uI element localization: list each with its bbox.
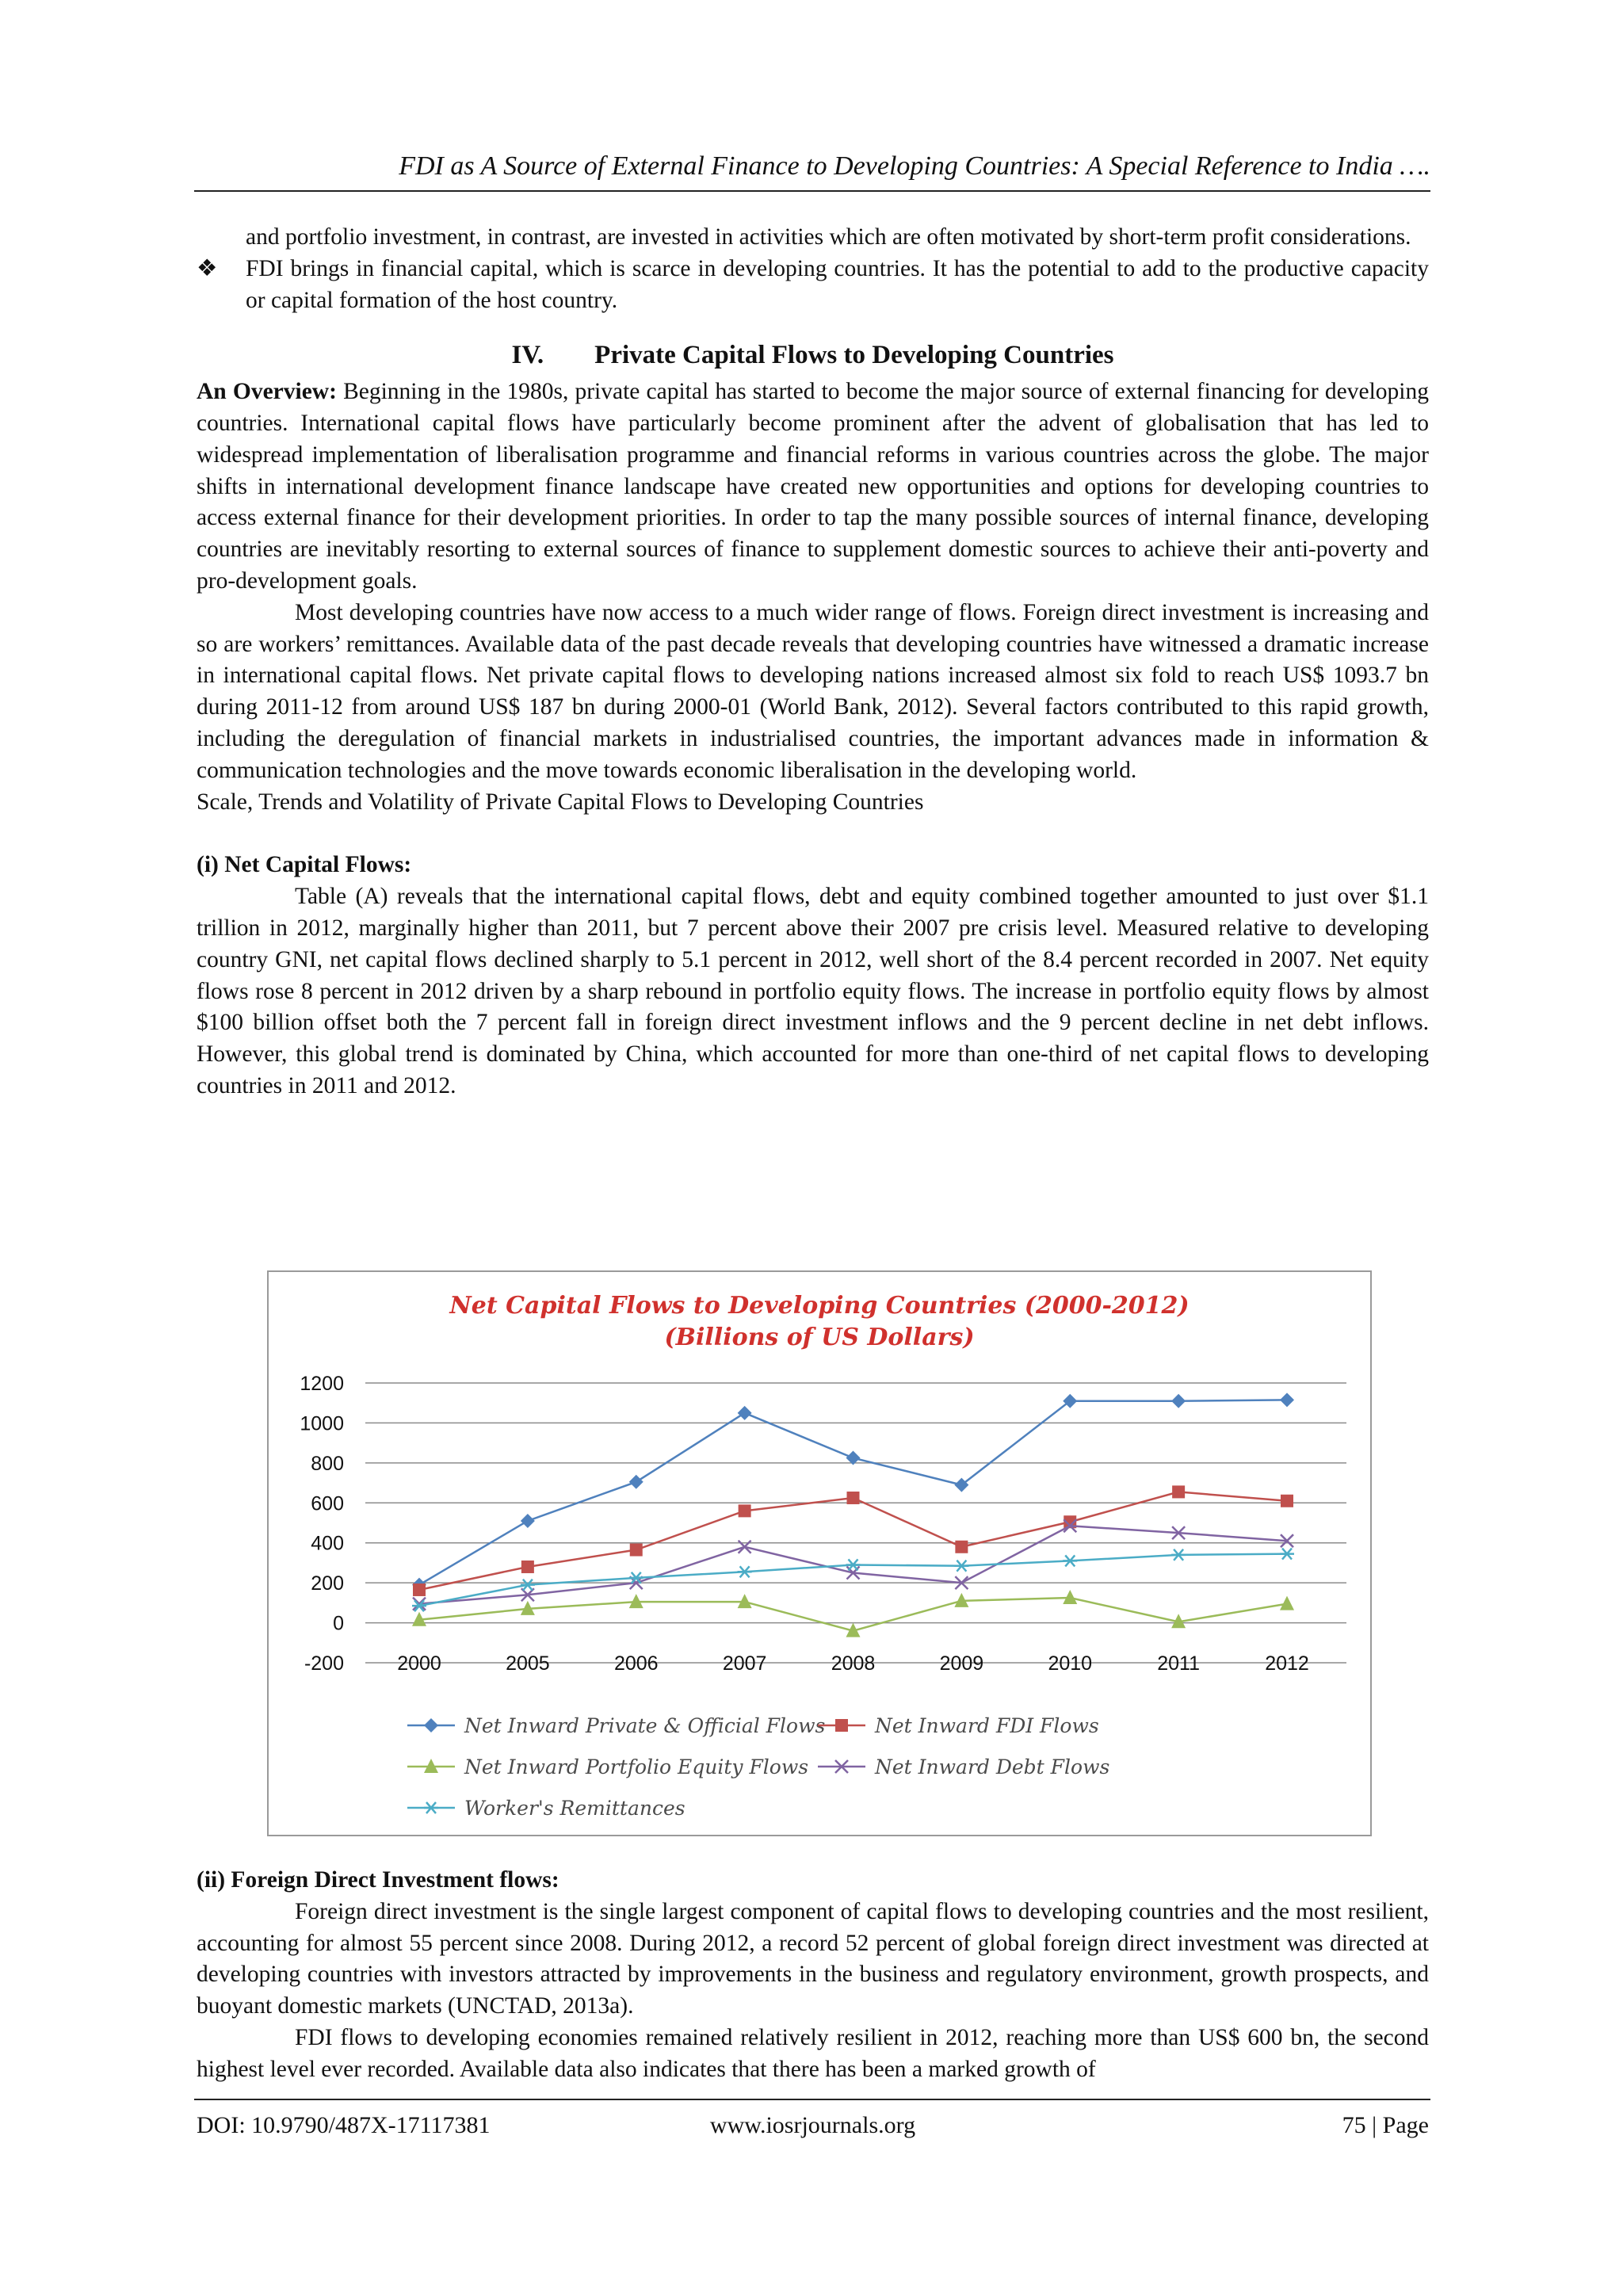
chart-frame (267, 1270, 1372, 1836)
overview-paragraph (197, 376, 1429, 598)
diamond-bullet-icon: ❖ (197, 255, 218, 281)
x-tick-label: 2008 (831, 1652, 876, 1675)
y-tick-label: -200 (304, 1652, 344, 1675)
legend-marker (835, 1719, 848, 1732)
page-number: 75 | Page (1342, 2112, 1429, 2138)
chart-subtitle: (Billions of US Dollars) (664, 1324, 975, 1351)
scale-line: Scale, Trends and Volatility of Private Capital Flows to Developing Countries (197, 789, 924, 815)
spacer (197, 818, 1429, 850)
fdi-paragraph-2: FDI flows to developing economies remained relatively resilient in 2012, reaching more than US$ 600 bn, the second highest level ever recorded. Available data also indicates that there has been a marked growth of (197, 2024, 1429, 2082)
data-point (1280, 1392, 1294, 1407)
overview-text: Beginning in the 1980s, private capital has started to become the major source of external financing for developing countries. International capital flows have particularly become prominent after the advent of globalisation that has led to widespread implementation of liberalisation programme and financial reforms in various countries across the globe. The major shifts in international development finance landscape have created new opportunities and options for developing countries to access external finance for their development priorities. In order to tap the many possible sources of internal finance, developing countries are inevitably resorting to external sources of finance to supplement domestic sources to achieve their anti-poverty and pro-development goals. (197, 379, 1429, 594)
data-point (1063, 1555, 1077, 1566)
journal-site: www.iosrjournals.org (709, 2112, 916, 2138)
bullet-text: FDI brings in financial capital, which is scarce in developing countries. It has the potential to add to the productive capacity or capital formation of the host country. (246, 255, 1429, 313)
data-point (521, 1561, 534, 1573)
legend-label: Net Inward Private & Official Flows (464, 1714, 826, 1737)
series-line (419, 1492, 1287, 1590)
line-chart (269, 1272, 1370, 1835)
legend-marker (424, 1718, 438, 1733)
chart-title: Net Capital Flows to Developing Countries (2000-2012) (449, 1292, 1190, 1320)
x-tick-label: 2012 (1265, 1652, 1309, 1675)
paragraph-flows: Most developing countries have now access to a much wider range of flows. Foreign direct investment is increasing and so are workers’ remittances. Available data of the past decade reveals that developing countries have witnessed a dramatic increase in international capital flows. Net private capital flows to developing nations increased almost six fold to reach US$ 1093.7 bn during 2011-12 from around US$ 187 bn during 2000-01 (World Bank, 2012). Several factors contributed to this rapid growth, including the deregulation of financial markets in industrialised countries, the important advances made in information & communication technologies and the move towards economic liberalisation in the developing world. (197, 599, 1429, 783)
data-point (521, 1514, 535, 1528)
legend-label: Net Inward Debt Flows (875, 1755, 1110, 1778)
section-title: Private Capital Flows to Developing Countries (594, 341, 1114, 370)
body-top (197, 222, 1429, 1102)
x-tick-label: 2007 (722, 1652, 767, 1675)
y-tick-label: 1200 (300, 1373, 344, 1395)
data-point (1171, 1549, 1186, 1561)
y-tick-label: 200 (311, 1572, 344, 1595)
header-rule (194, 190, 1430, 192)
x-tick-label: 2005 (506, 1652, 550, 1675)
section-heading (197, 340, 1429, 372)
y-tick-label: 400 (311, 1532, 344, 1555)
y-tick-label: 1000 (300, 1412, 344, 1435)
fdi-flows-heading: (ii) Foreign Direct Investment flows: (197, 1867, 559, 1893)
data-point (954, 1561, 968, 1572)
body-bottom (197, 1865, 1429, 2086)
data-point (630, 1544, 643, 1557)
y-tick-label: 0 (333, 1612, 344, 1635)
data-point (413, 1584, 426, 1596)
data-point (1280, 1596, 1294, 1610)
bullet-item (197, 254, 1429, 317)
x-tick-label: 2011 (1157, 1652, 1201, 1675)
doi: DOI: 10.9790/487X-17117381 (197, 2112, 491, 2138)
y-tick-label: 800 (311, 1452, 344, 1475)
data-point (1281, 1495, 1293, 1507)
x-tick-label: 2010 (1048, 1652, 1093, 1675)
data-point (1172, 1485, 1185, 1498)
fdi-paragraph-1: Foreign direct investment is the single largest component of capital flows to developing countries and the most resilient, accounting for almost 55 percent since 2008. During 2012, a record 52 percent of global foreign direct investment was directed at developing countries with investors attracted by improvements in the business and regulatory environment, growth prospects, and buoyant domestic markets (UNCTAD, 2013a). (197, 1898, 1429, 2019)
legend-label: Worker's Remittances (464, 1797, 685, 1820)
legend-label: Net Inward Portfolio Equity Flows (464, 1755, 809, 1778)
data-point (629, 1475, 643, 1489)
running-title: FDI as A Source of External Finance to Developing Countries: A Special Reference to India …. (399, 151, 1430, 181)
bullet-continuation: and portfolio investment, in contrast, are invested in activities which are often motivated by short-term profit considerations. (246, 224, 1411, 250)
legend-marker (424, 1802, 438, 1813)
data-point (847, 1492, 860, 1504)
data-point (738, 1566, 752, 1577)
section-number: IV. (511, 341, 544, 370)
y-tick-label: 600 (311, 1492, 344, 1515)
x-tick-label: 2000 (397, 1652, 441, 1675)
series-line (419, 1554, 1287, 1606)
data-point (955, 1541, 968, 1553)
footer-rule (194, 2099, 1430, 2100)
data-point (1280, 1549, 1294, 1560)
x-tick-label: 2009 (939, 1652, 984, 1675)
net-flows-heading: (i) Net Capital Flows: (197, 852, 412, 878)
overview-label: An Overview: (197, 379, 337, 405)
data-point (739, 1504, 751, 1517)
net-flows-paragraph: Table (A) reveals that the international capital flows, debt and equity combined together amounted to just over $1.1 trillion in 2012, marginally higher than 2011, but 7 percent above their 2007 pre crisis level. Measured relative to developing country GNI, net capital flows declined sharply to 5.1 percent in 2012, well short of the 8.4 percent recorded in 2007. Net equity flows rose 8 percent in 2012 driven by a sharp rebound in portfolio equity flows. The increase in portfolio equity flows by almost $100 billion offset both the 7 percent fall in foreign direct investment inflows and the 9 percent decline in net debt inflows. However, this global trend is dominated by China, which accounted for more than one-third of net capital flows to developing countries in 2011 and 2012. (197, 884, 1429, 1098)
data-point (1171, 1394, 1186, 1408)
x-tick-label: 2006 (613, 1652, 659, 1675)
data-point (738, 1406, 752, 1420)
legend-label: Net Inward FDI Flows (875, 1714, 1099, 1737)
